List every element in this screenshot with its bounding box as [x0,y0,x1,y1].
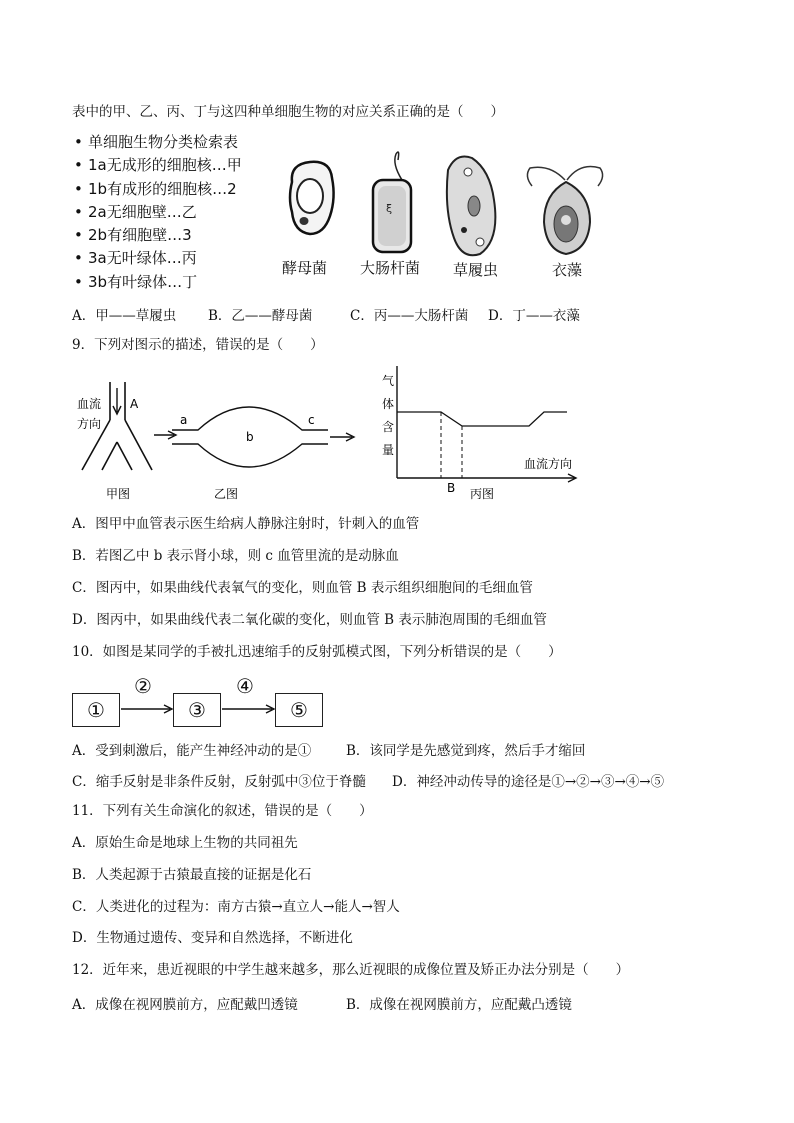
bing-ylabel-1: 气 [382,374,395,388]
jia-letter: A [130,397,139,411]
jia-label-top: 血流 [77,397,102,411]
bing-ylabel-2: 体 [382,397,395,411]
q8-option-b: B．乙——酵母菌 [208,308,313,324]
yi-label-c: c [308,413,315,427]
yi-caption: 乙图 [214,487,239,501]
svg-text:ξ: ξ [386,202,393,215]
q12-option-a: A．成像在视网膜前方，应配戴凹透镜 [72,997,298,1013]
q11-option-a: A．原始生命是地球上生物的共同祖先 [72,835,298,851]
q12-option-b: B．成像在视网膜前方，应配戴凸透镜 [346,997,572,1013]
q11-option-d: D．生物通过遗传、变异和自然选择，不断进化 [72,930,353,946]
q10-option-d: D．神经冲动传导的途径是①→②→③→④→⑤ [392,774,665,790]
key-item-3a: • 3a无叶绿体…丙 [74,249,197,268]
figure-jia [77,382,152,501]
yi-label-a: a [180,413,188,427]
key-item-2b: • 2b有细胞壁…3 [74,226,192,245]
jia-label-bottom: 方向 [77,417,102,431]
q8-option-c: C．丙——大肠杆菌 [350,308,469,324]
q10-stem: 10．如图是某同学的手被扎迅速缩手的反射弧模式图，下列分析错误的是（ ） [72,644,562,660]
figure-bing [382,366,576,501]
key-item-2a: • 2a无细胞壁…乙 [74,202,197,221]
key-item-1b: • 1b有成形的细胞核…2 [74,179,237,198]
q9-stem: 9．下列对图示的描述，错误的是（ ） [72,337,324,353]
q10-option-b: B．该同学是先感觉到疼，然后手才缩回 [346,743,586,759]
q12-stem: 12．近年来，患近视眼的中学生越来越多，那么近视眼的成像位置及矫正办法分别是（ ） [72,962,630,978]
bing-marker: B [447,481,456,495]
e-coli-illustration [373,152,411,252]
q11-stem: 11．下列有关生命演化的叙述，错误的是（ ） [72,803,373,819]
bing-ylabel-3: 含 [382,420,395,434]
q10-option-a: A．受到刺激后，能产生神经冲动的是① [72,743,312,759]
caption-chlamydomonas: 衣藻 [552,261,583,279]
q8-option-a: A．甲——草履虫 [72,308,177,324]
classification-key [74,131,242,294]
q11-option-b: B．人类起源于古猿最直接的证据是化石 [72,867,312,883]
q9-option-b: B．若图乙中 b 表示肾小球，则 c 血管里流的是动脉血 [72,548,399,564]
q9-option-d: D．图丙中，如果曲线代表二氧化碳的变化，则血管 B 表示肺泡周围的毛细血管 [72,612,547,628]
q9-option-c: C．图丙中，如果曲线代表氧气的变化，则血管 B 表示组织细胞间的毛细血管 [72,580,533,596]
q9-option-a: A．图甲中血管表示医生给病人静脉注射时，针刺入的血管 [72,516,420,532]
reflex-node-3: ③ [173,693,221,727]
q8-stem: 表中的甲、乙、丙、丁与这四种单细胞生物的对应关系正确的是（ ） [72,104,504,120]
caption-e-coli: 大肠杆菌 [360,259,421,277]
caption-paramecium: 草履虫 [453,261,499,279]
jia-caption: 甲图 [106,487,131,501]
q8-option-d: D．丁——衣藻 [488,308,580,324]
bing-ylabel-4: 量 [382,443,395,457]
reflex-node-4: ④ [236,674,254,698]
reflex-node-1: ① [72,693,120,727]
organism-illustrations [280,150,620,265]
bing-xlabel: 血流方向 [524,457,573,471]
bing-caption: 丙图 [470,487,495,501]
caption-yeast: 酵母菌 [282,259,328,277]
key-item-3b: • 3b有叶绿体…丁 [74,272,198,291]
q10-option-c: C．缩手反射是非条件反射，反射弧中③位于脊髓 [72,774,366,790]
key-title: • 单细胞生物分类检索表 [74,133,239,151]
reflex-node-5: ⑤ [275,693,323,727]
chlamydomonas-illustration [527,167,602,255]
figure-yi [154,407,354,501]
paramecium-illustration [447,157,496,256]
reflex-node-2: ② [134,674,152,698]
key-item-1a: • 1a无成形的细胞核…甲 [74,156,242,175]
q11-option-c: C．人类进化的过程为：南方古猿→直立人→能人→智人 [72,899,400,915]
yi-label-b: b [246,430,254,444]
yeast-illustration [290,162,334,234]
q9-figures [70,360,600,505]
